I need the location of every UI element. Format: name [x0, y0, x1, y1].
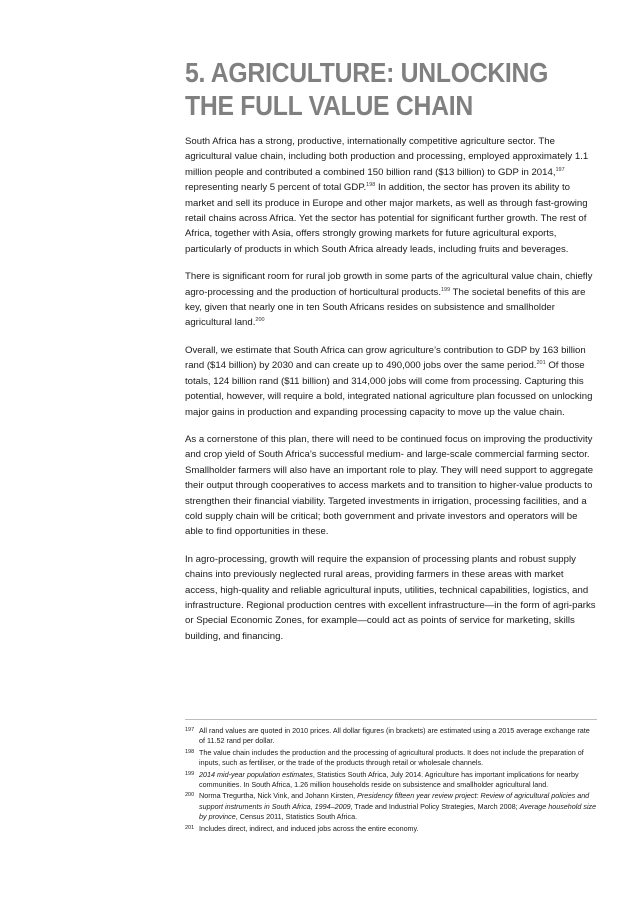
footnote-ref-201[interactable]: 201	[536, 360, 546, 367]
footnote-ref-200[interactable]: 200	[255, 317, 265, 324]
paragraph-2-text-a: There is significant room for rural job growth in some parts of the agricultural value chain, chiefly agro-processing and the production of horticultural products.	[185, 271, 593, 298]
footnote-authors: Norma Tregurtha, Nick Vink, and Johann Kirsten,	[199, 791, 358, 801]
footnote-number: 200	[185, 792, 195, 799]
paragraph-2	[185, 269, 597, 331]
footnote-ref-197[interactable]: 197	[555, 166, 565, 173]
footnotes	[185, 726, 597, 835]
footnote-number: 201	[185, 824, 195, 831]
footnote-source-title: Presidency fifteen year review project: Review of agricultural policies and support instruments in South Africa, 1994–2009	[199, 791, 590, 811]
footnote-text-2: , Census 2011, Statistics South Africa.	[235, 812, 358, 822]
footnote-source-title-2: Average household size by province	[199, 801, 597, 822]
footnote-number: 199	[185, 770, 195, 777]
footnote-source-title: 2014 mid-year population estimates	[199, 769, 313, 779]
footnote-197	[185, 726, 597, 747]
paragraph-5: In agro-processing, growth will require the expansion of processing plants and robust supply chains into previously neglected rural areas, providing farmers in these areas with market access, high-quality and reliable agricultural inputs, utilities, technical capabilities, logistics, and infrastructure. Regional production centres with excellent infrastructure—in the form of agri-parks or Special Economic Zones, for example—could act as points of service for marketing, skills building, and financing.	[185, 553, 596, 642]
footnote-number: 197	[185, 727, 195, 733]
chapter-heading	[185, 56, 563, 122]
footnote-text: The value chain includes the production and the processing of agricultural products. It does not include the preparation of inputs, such as fertiliser, or the trade of the products through retail or wholesale channels.	[199, 747, 584, 768]
footnote-text: All rand values are quoted in 2010 prices. All dollar figures (in brackets) are estimated using a 2015 average exchange rate of 11.52 rand per dollar.	[199, 726, 590, 746]
footnote-200	[185, 791, 597, 822]
paragraph-1	[185, 134, 597, 257]
paragraph-3-text-b: Of those totals, 124 billion rand ($11 billion) and 314,000 jobs will come from processing. Capturing this potential, however, will require a bold, integrated national agriculture plan focussed on unlocking major gains in production and expanding processing capacity to move up the value chain.	[185, 360, 593, 418]
footnote-divider	[185, 719, 597, 720]
paragraph-1-text-b: representing nearly 5 percent of total GDP.	[185, 182, 367, 194]
paragraph-3-text-a: Overall, we estimate that South Africa can grow agriculture’s contribution to GDP by 163 billion rand ($14 billion) by 2030 and can create up to 490,000 jobs over the same period.	[185, 344, 586, 372]
footnote-text: , Statistics South Africa, July 2014. Agriculture has important implications for nearby communities. In South Africa, 1.26 million households reside on subsistence and smallholder agricultural land.	[199, 769, 579, 790]
footnote-ref-199[interactable]: 199	[440, 286, 451, 293]
paragraph-3	[185, 343, 597, 420]
paragraph-1-text-c: In addition, the sector has proven its ability to market and sell its produce in Europe and other major markets, as well as through fast-growing retail chains across Africa. Yet the sector has potential for significant further growth. The rest of Africa, together with Asia, offers strongly growing markets for future agricultural exports, particularly of products in which South Africa already leads, including fruits and beverages.	[185, 182, 588, 255]
footnote-199	[185, 770, 597, 791]
paragraph-2-text-b: The societal benefits of this are key, given that nearly one in ten South Africans resides on subsistence and smallholder agricultural land.	[185, 286, 586, 329]
heading-line-2: THE FULL VALUE CHAIN	[185, 90, 473, 122]
body-text	[185, 134, 597, 656]
heading-line-1: 5. AGRICULTURE: UNLOCKING	[185, 57, 549, 89]
paragraph-4: As a cornerstone of this plan, there will need to be continued focus on improving the productivity and crop yield of South Africa’s successful medium- and large-scale commercial farming sector. Smallholder farmers will also have an important role to play. They will need support to aggregate their output through cooperatives to access markets and to transition to higher-value products to strengthen their financial viability. Targeted investments in irrigation, processing facilities, and a cold supply chain will be critical; both government and private investors and operators will be able to find opportunities in these.	[185, 433, 594, 538]
paragraph-1-text-a: South Africa has a strong, productive, internationally competitive agriculture sector. The agricultural value chain, including both production and processing, employed approximately 1.1 million people and contributed a combined 150 billion rand ($13 billion) to GDP in 2014,	[185, 136, 589, 178]
footnote-text: Includes direct, indirect, and induced jobs across the entire economy.	[199, 823, 419, 833]
footnote-text: , Trade and Industrial Policy Strategies, March 2008;	[350, 801, 520, 811]
footnote-201	[185, 824, 597, 834]
footnote-ref-198[interactable]: 198	[366, 182, 376, 189]
footnote-198	[185, 748, 597, 769]
footnote-number: 198	[185, 748, 195, 755]
